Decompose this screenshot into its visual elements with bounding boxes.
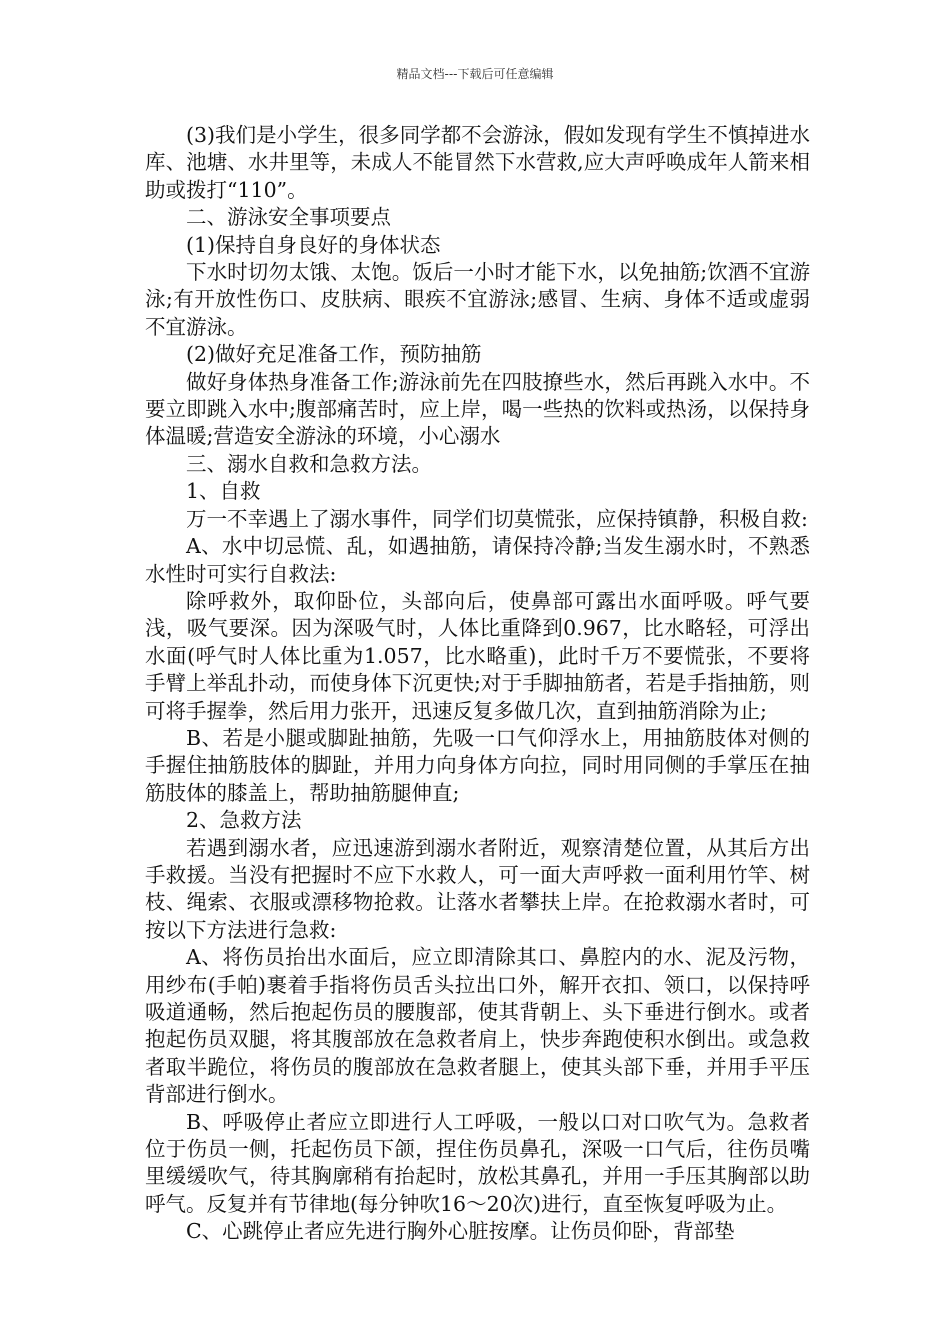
subheading-self-rescue: 1、自救 (186, 479, 261, 504)
subheading-preparation: (2)做好充足准备工作，预防抽筋 (186, 342, 482, 367)
section-heading-3: 三、溺水自救和急救方法。 (186, 451, 432, 476)
paragraph-1: (3)我们是小学生，很多同学都不会游泳，假如发现有学生不慎掉进水库、池塘、水井里等，未成人不能冒然下水营救,应大声呼唤成年人箭来相助或拨打“110”。 (145, 123, 810, 202)
paragraph-first-aid-b: B、呼吸停止者应立即进行人工呼吸，一般以口对口吹气为。急救者位于伤员一侧，托起伤员下颌，捏住伤员鼻孔，深吸一口气后，往伤员嘴里缓缓吹气，待其胸廓稍有抬起时，放松其鼻孔，并用一手压其胸部以助呼气。反复并有节律地(每分钟吹16～20次)进行，直至恢复呼吸为止。 (145, 1109, 810, 1216)
paragraph-preparation: 做好身体热身准备工作;游泳前先在四肢撩些水，然后再跳入水中。不要立即跳入水中;腹部痛苦时，应上岸，喝一些热的饮料或热汤，以保持身体温暖;营造安全游泳的环境，小心溺水 (145, 369, 810, 449)
paragraph-first-aid-c: C、心跳停止者应先进行胸外心脏按摩。让伤员仰卧，背部垫 (186, 1219, 735, 1244)
paragraph-self-rescue-b: B、若是小腿或脚趾抽筋，先吸一口气仰浮水上，用抽筋肢体对侧的手握住抽筋肢体的脚趾，并用力向身体方向拉，同时用同侧的手掌压在抽筋肢体的膝盖上，帮助抽筋腿伸直; (145, 725, 810, 805)
subheading-body-state: (1)保持自身良好的身体状态 (186, 232, 441, 257)
paragraph-first-aid-a: A、将伤员抬出水面后，应立即清除其口、鼻腔内的水、泥及污物，用纱布(手帕)裹着手指将伤员舌头拉出口外，解开衣扣、领口，以保持呼吸道通畅，然后抱起伤员的腰腹部，使其背朝上、头下垂进行倒水。或者抱起伤员双腿，将其腹部放在急救者肩上，快步奔跑使积水倒出。或急救者取半跪位，将伤员的腹部放在急救者腿上，使其头部下垂，并用手平压背部进行倒水。 (145, 945, 810, 1107)
paragraph-first-aid-intro: 若遇到溺水者，应迅速游到溺水者附近，观察清楚位置，从其后方出手救援。当没有把握时不应下水救人，可一面大声呼救一面利用竹竿、树枝、绳索、衣服或漂移物抢救。让落水者攀扶上岸。在抢救溺水者时，可按以下方法进行急救: (145, 835, 810, 942)
paragraph-self-rescue-method: 除呼救外，取仰卧位，头部向后，使鼻部可露出水面呼吸。呼气要浅，吸气要深。因为深吸气时，人体比重降到0.967，比水略轻，可浮出水面(呼气时人体比重为1.057，比水略重)，此时千万不要慌张，不要将手臂上举乱扑动，而使身体下沉更快;对于手脚抽筋者，若是手指抽筋，则可将手握拳，然后用力张开，迅速反复多做几次，直到抽筋消除为止; (145, 588, 810, 723)
paragraph-body-state: 下水时切勿太饿、太饱。饭后一小时才能下水，以免抽筋;饮酒不宜游泳;有开放性伤口、皮肤病、眼疾不宜游泳;感冒、生病、身体不适或虚弱不宜游泳。 (145, 260, 810, 339)
page-header: 精品文档---下载后可任意编辑 (396, 67, 554, 81)
section-heading-2: 二、游泳安全事项要点 (186, 205, 391, 230)
document-body (145, 122, 810, 1246)
paragraph-self-rescue-intro: 万一不幸遇上了溺水事件，同学们切莫慌张，应保持镇静，积极自救: (186, 506, 808, 531)
paragraph-self-rescue-a: A、水中切忌慌、乱，如遇抽筋，请保持冷静;当发生溺水时，不熟悉水性时可实行自救法: (145, 534, 810, 586)
subheading-first-aid: 2、急救方法 (186, 808, 302, 833)
